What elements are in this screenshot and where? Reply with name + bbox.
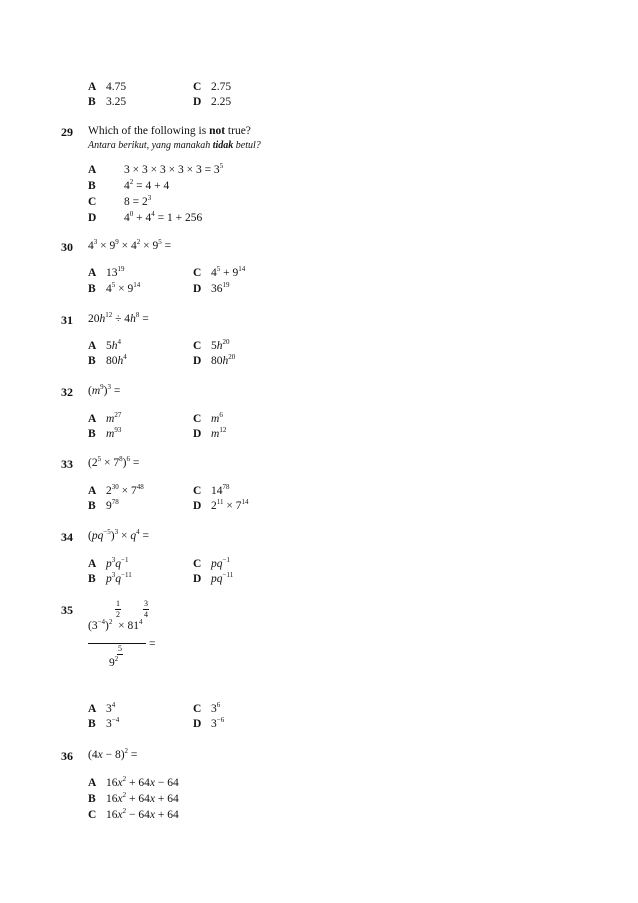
option-value-b: $p^3q^{-11}$ — [106, 571, 132, 585]
option-value-c: $4^5 + 9^{14}$ — [211, 265, 246, 279]
option-label-b: B — [88, 500, 96, 512]
question-number: 29 — [61, 125, 73, 139]
option-label-d: D — [193, 355, 202, 367]
option-value-a: 4.75 — [106, 81, 127, 93]
fraction-exponent-numerator: 3 — [144, 599, 148, 608]
question-number: 36 — [61, 749, 73, 763]
option-label-c: C — [193, 703, 202, 715]
option-label-c: C — [193, 485, 202, 497]
question-expression: $4^3 \times 9^9 \times 4^2 \times 9^5$ = — [88, 238, 172, 252]
option-label-b: B — [88, 180, 96, 192]
option-value-b: 3.25 — [106, 96, 127, 108]
question-number: 34 — [61, 530, 73, 544]
question-number: 31 — [61, 313, 73, 327]
question-number: 30 — [61, 240, 73, 254]
option-value-c: 2.75 — [211, 81, 232, 93]
option-value-b: $m^{93}$ — [106, 426, 122, 440]
option-value-a: $13^{19}$ — [106, 265, 125, 279]
option-value-d: $m^{12}$ — [211, 426, 227, 440]
question-number: 35 — [61, 603, 73, 617]
option-value-b: $16x^2 + 64x + 64$ — [106, 791, 179, 805]
question-expression: $(4x - 8)^2$ = — [88, 747, 138, 761]
option-label-a: A — [88, 81, 97, 93]
option-value-b: $4^2 = 4 + 4$ — [124, 178, 170, 192]
option-label-a: A — [88, 267, 97, 279]
option-label-a: A — [88, 777, 97, 789]
option-value-a: $p^3q^{-1}$ — [106, 556, 129, 570]
option-value-c: $8 = 2^3$ — [124, 194, 152, 208]
question-expression: $(2^5 \times 7^8)^6$ = — [88, 455, 140, 469]
option-label-a: A — [88, 485, 97, 497]
option-label-b: B — [88, 283, 96, 295]
option-value-d: $4^0 + 4^4 = 1 + 256$ — [124, 210, 203, 224]
option-label-c: C — [193, 558, 202, 570]
option-value-a: $m^{27}$ — [106, 411, 122, 425]
numerator-expression: $(3^{-4})^2 \times 81^4$ — [88, 618, 143, 632]
option-label-c: C — [88, 809, 97, 821]
option-label-c: C — [88, 196, 97, 208]
option-value-a: $2^{30} \times 7^{48}$ — [106, 483, 144, 497]
option-value-c: $14^{78}$ — [211, 483, 230, 497]
option-value-d: $80h^{20}$ — [211, 353, 236, 367]
option-label-a: A — [88, 340, 97, 352]
fraction-exponent-numerator: 1 — [116, 599, 120, 608]
option-value-a: $3 \times 3 \times 3 \times 3 \times 3 = 3^5$ — [124, 162, 224, 176]
option-value-d: $pq^{-11}$ — [211, 571, 234, 585]
question-number: 33 — [61, 457, 73, 471]
option-value-a: $16x^2 + 64x - 64$ — [106, 775, 179, 789]
question-text: Which of the following is not true? — [88, 125, 251, 137]
question-text-malay: Antara berikut, yang manakah tidak betul? — [88, 140, 261, 151]
option-label-b: B — [88, 96, 96, 108]
option-label-a: A — [88, 558, 97, 570]
option-label-c: C — [193, 413, 202, 425]
option-label-b: B — [88, 793, 96, 805]
option-label-c: C — [193, 267, 202, 279]
option-value-c: $16x^2 - 64x + 64$ — [106, 807, 179, 821]
main-fraction-bar — [88, 643, 146, 644]
denominator-expression: $9^2$ — [109, 655, 119, 669]
option-label-c: C — [193, 81, 202, 93]
option-value-d: $36^{19}$ — [211, 281, 230, 295]
option-value-d: 2.25 — [211, 96, 232, 108]
equals-sign: = — [149, 638, 156, 650]
option-label-d: D — [193, 500, 202, 512]
option-value-a: $5h^4$ — [106, 338, 121, 352]
option-label-a: A — [88, 164, 97, 176]
option-label-d: D — [88, 212, 97, 224]
fraction-exponent-denominator: 2 — [116, 610, 120, 619]
question-number: 32 — [61, 385, 73, 399]
fraction-exponent-numerator: 5 — [118, 644, 122, 653]
question-expression: $20h^{12} \div 4h^8$ = — [88, 311, 149, 325]
option-value-b: $4^5 \times 9^{14}$ — [106, 281, 141, 295]
option-label-d: D — [193, 573, 202, 585]
option-value-c: $m^6$ — [211, 411, 223, 425]
option-label-a: A — [88, 703, 97, 715]
option-value-b: $9^{78}$ — [106, 498, 119, 512]
question-expression: $(m^9)^3$ = — [88, 383, 121, 397]
option-value-d: $2^{11} \times 7^{14}$ — [211, 498, 249, 512]
option-label-b: B — [88, 355, 96, 367]
option-value-a: $3^4$ — [106, 701, 116, 715]
option-value-c: $5h^{20}$ — [211, 338, 230, 352]
option-value-b: $3^{-4}$ — [106, 716, 120, 730]
question-expression: $(pq^{-5})^3 \times q^4$ = — [88, 528, 150, 542]
option-value-d: $3^{-6}$ — [211, 716, 225, 730]
option-label-d: D — [193, 283, 202, 295]
option-label-d: D — [193, 428, 202, 440]
option-label-d: D — [193, 96, 202, 108]
option-label-b: B — [88, 573, 96, 585]
option-value-c: $pq^{-1}$ — [211, 556, 230, 570]
option-label-b: B — [88, 718, 96, 730]
option-value-b: $80h^4$ — [106, 353, 127, 367]
option-label-b: B — [88, 428, 96, 440]
option-label-c: C — [193, 340, 202, 352]
option-value-c: $3^6$ — [211, 701, 221, 715]
option-label-a: A — [88, 413, 97, 425]
option-label-d: D — [193, 718, 202, 730]
fraction-exponent-denominator: 4 — [144, 610, 148, 619]
